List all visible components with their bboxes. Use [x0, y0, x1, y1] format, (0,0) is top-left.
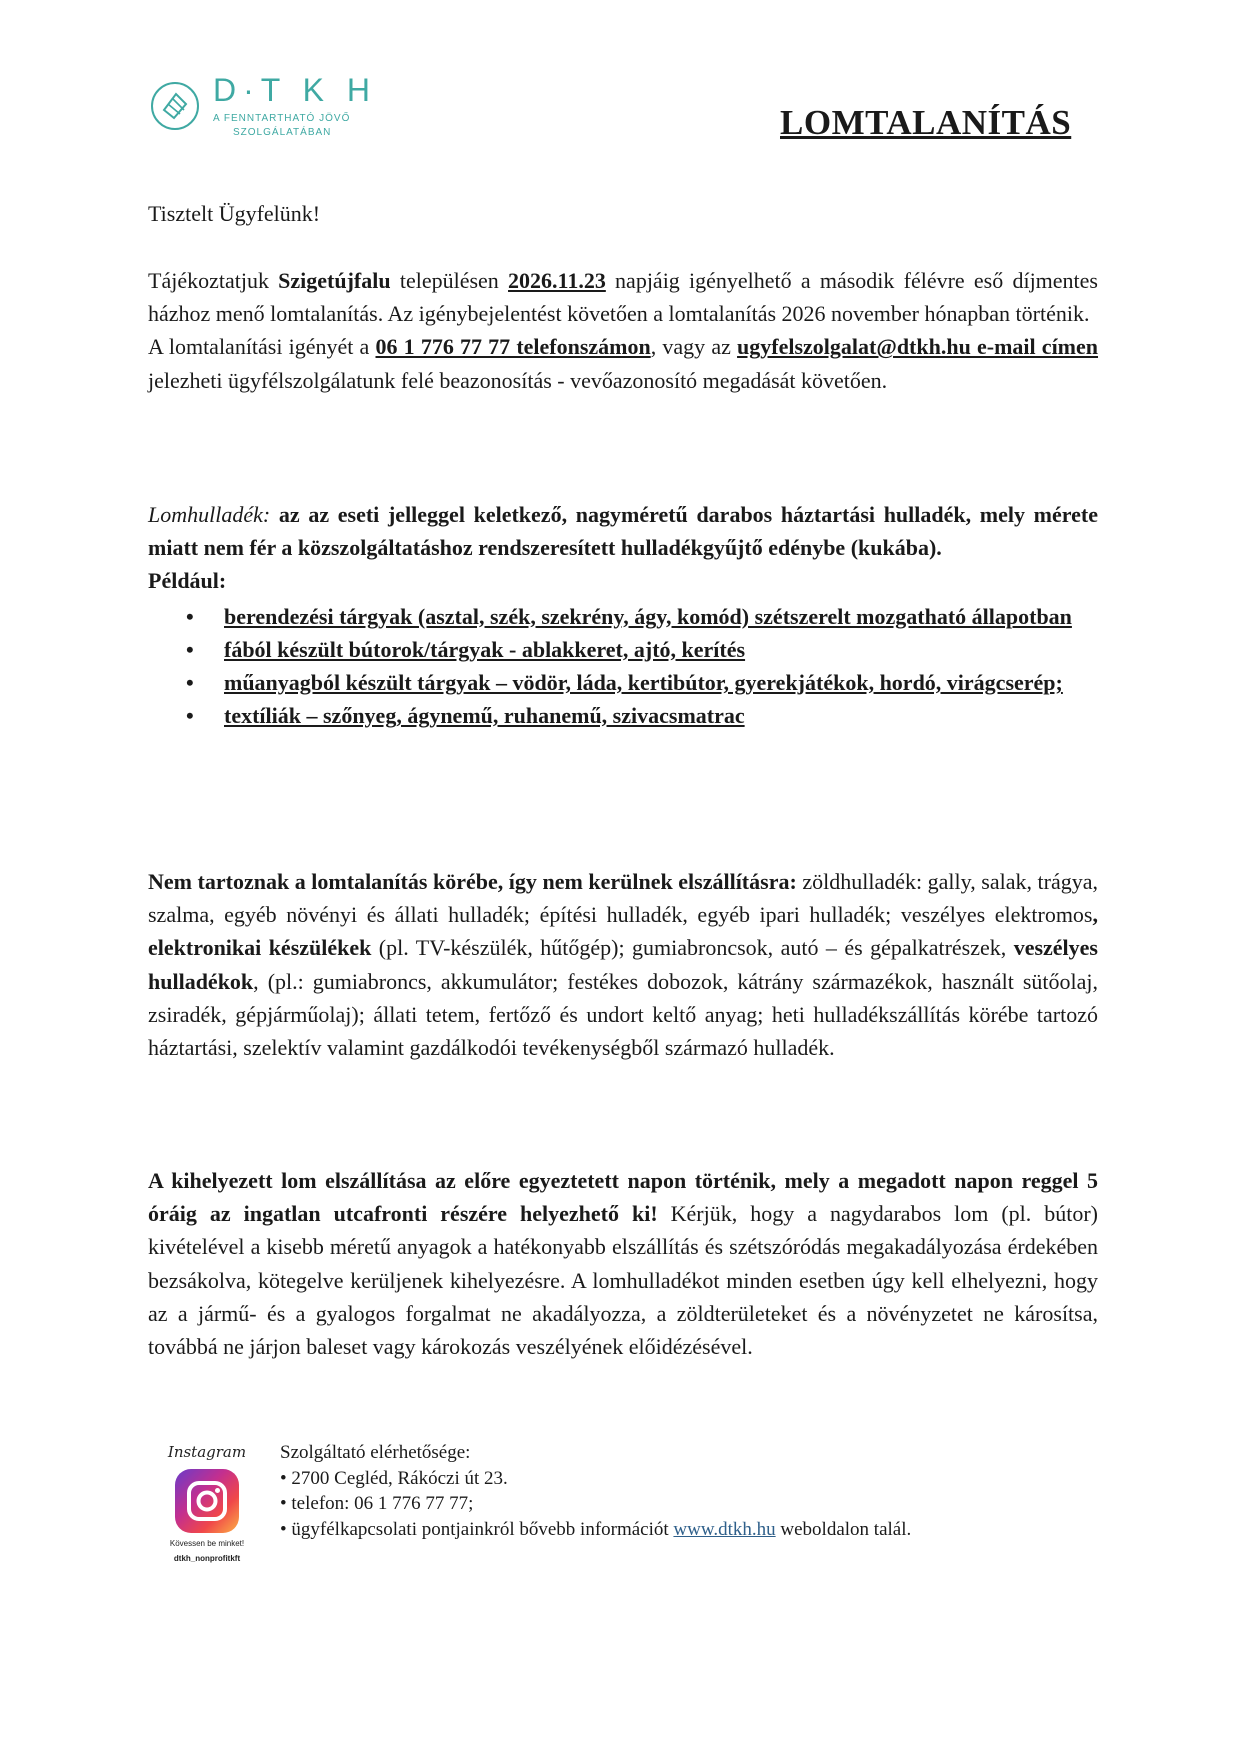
exclusions-bold-2: veszélyes hulladékok: [148, 935, 1098, 994]
exclusions-heading: Nem tartoznak a lomtalanítás körébe, így nem kerülnek elszállításra:: [148, 869, 797, 894]
phone-text: telefon: 06 1 776 77 77;: [291, 1493, 474, 1514]
exclusions-paragraph: [148, 865, 1098, 1064]
intro-section: [148, 264, 1098, 397]
examples-heading-text: Például:: [148, 568, 227, 594]
instagram-handle: dtkh_nonprofitkft: [173, 1554, 241, 1563]
instagram-icon[interactable]: [175, 1469, 239, 1533]
contact-heading: Szolgáltató elérhetősége:: [280, 1442, 471, 1463]
request-text-2: , vagy az: [650, 334, 738, 360]
list-item: [148, 699, 1098, 732]
contact-web: [280, 1517, 911, 1543]
exclusions-text-2: (pl. TV-készülék, hűtőgép); gumiabroncsok, autó – és gépalkatrészek,: [371, 935, 1014, 961]
bullet-icon: •: [280, 1493, 287, 1514]
examples-heading: [148, 564, 1098, 597]
example-text: berendezési tárgyak (asztal, szék, szekrény, ágy, komód) szétszerelt mozgatható állapotban: [224, 603, 1072, 629]
request-text-3: jelezheti ügyfélszolgálatunk felé beazonosítás - vevőazonosító megadását követően.: [148, 367, 888, 393]
definition-paragraph: [148, 498, 1098, 564]
bullet-icon: •: [186, 636, 194, 662]
brand-name: D·T K H: [213, 72, 377, 108]
definition-text: az az eseti jelleggel keletkező, nagyméretű darabos háztartási hulladék, mely mérete miatt nem fér a közszolgáltatáshoz rendszeresített hulladékgyűjtő edénybe (kukába).: [148, 502, 1098, 561]
exclusions-text-1: zöldhulladék: gally, salak, trágya, szalma, egyéb növényi és állati hulladék; építési hulladék, egyéb ipari hulladék; veszélyes elektromos: [148, 869, 1098, 928]
page-title: LOMTALANÍTÁS: [780, 103, 1072, 142]
bullet-icon: •: [280, 1467, 287, 1489]
definition-section: [148, 498, 1098, 732]
list-item: [148, 633, 1098, 666]
brand-tagline-line1: A FENNTARTHATÓ JÖVŐ: [213, 113, 351, 124]
exclusions-text-3: , (pl.: gumiabroncs, akkumulátor; festékes dobozok, kátrány származékok, használt sütőolaj, zsiradék, gépjárműolaj); állati tetem, fertőző és undort keltő anyag; heti hulladékszállítás körébe tartozó háztartási, szelektív valamint gazdálkodói tevékenységből származó hulladék.: [148, 968, 1098, 1061]
definition-term: Lomhulladék:: [148, 502, 271, 527]
web-text-1: ügyfélkapcsolati pontjainkról bővebb információt: [291, 1518, 674, 1540]
contact-address: [280, 1466, 911, 1492]
instagram-block[interactable]: [160, 1443, 254, 1573]
website-link[interactable]: www.dtkh.hu: [673, 1518, 776, 1540]
request-paragraph: [148, 330, 1098, 396]
bullet-icon: •: [280, 1518, 287, 1540]
dtkh-logo-icon: [150, 74, 200, 134]
list-item: [148, 666, 1098, 699]
contact-phone: [280, 1491, 911, 1517]
greeting: Tisztelt Ügyfelünk!: [148, 201, 321, 226]
address-text: 2700 Cegléd, Rákóczi út 23.: [291, 1467, 508, 1489]
instagram-label: Instagram: [167, 1443, 247, 1461]
settlement-name: Szigetújfalu: [278, 268, 391, 293]
instagram-follow-text: Kövessen be minket!: [169, 1539, 245, 1548]
brand-tagline-line2: SZOLGÁLATÁBAN: [233, 127, 332, 138]
bullet-icon: •: [186, 670, 194, 696]
list-item: [148, 600, 1098, 633]
email-link[interactable]: ugyfelszolgalat@dtkh.hu e-mail címen: [737, 334, 1099, 360]
deadline-date: 2026.11.23: [508, 268, 606, 293]
phone-link[interactable]: 06 1 776 77 77 telefonszámon: [375, 334, 651, 360]
intro-paragraph: [148, 264, 1098, 330]
placement-paragraph: [148, 1164, 1098, 1363]
placement-bold: A kihelyezett lom elszállítása az előre egyeztetett napon történik, mely a megadott napon reggel 5 óráig az ingatlan utcafronti részére helyezhető ki!: [148, 1168, 1098, 1227]
example-text: műanyagból készült tárgyak – vödör, láda, kertibútor, gyerekjátékok, hordó, virágcserép;: [224, 670, 1063, 696]
intro-text-3: napjáig igényelhető a második félévre eső díjmentes házhoz menő lomtalanítás. Az igénybejelentést követően a lomtalanítás 2026 november hónapban történik.: [148, 268, 1098, 327]
intro-text-1: Tájékoztatjuk: [148, 268, 279, 293]
web-text-2: weboldalon talál.: [775, 1518, 912, 1540]
placement-text: Kérjük, hogy a nagydarabos lom (pl. bútor) kivételével a kisebb méretű anyagok a hatékonyabb elszállítás és szétszóródás megakadályozása érdekében bezsákolva, kötegelve kerüljenek kihelyezésre. A lomhulladékot minden esetben úgy kell elhelyezni, hogy az a jármű- és a gyalogos forgalmat ne akadályozza, a zöldterületeket és a növényzetet ne károsítsa, továbbá ne járjon baleset vagy károkozás veszélyének előidézésével.: [148, 1201, 1099, 1360]
exclusions-bold-1: , elektronikai készülékek: [148, 902, 1098, 961]
example-text: fából készült bútorok/tárgyak - ablakkeret, ajtó, kerítés: [224, 636, 746, 662]
bullet-icon: •: [186, 703, 194, 729]
bullet-icon: •: [186, 603, 194, 629]
request-text-1: A lomtalanítási igényét a: [148, 334, 376, 360]
example-text: textíliák – szőnyeg, ágynemű, ruhanemű, szivacsmatrac: [224, 703, 745, 729]
intro-text-2: településen: [390, 268, 509, 293]
examples-list: [148, 600, 1098, 733]
contact-block: [280, 1440, 911, 1542]
dtkh-logo: [150, 72, 377, 147]
